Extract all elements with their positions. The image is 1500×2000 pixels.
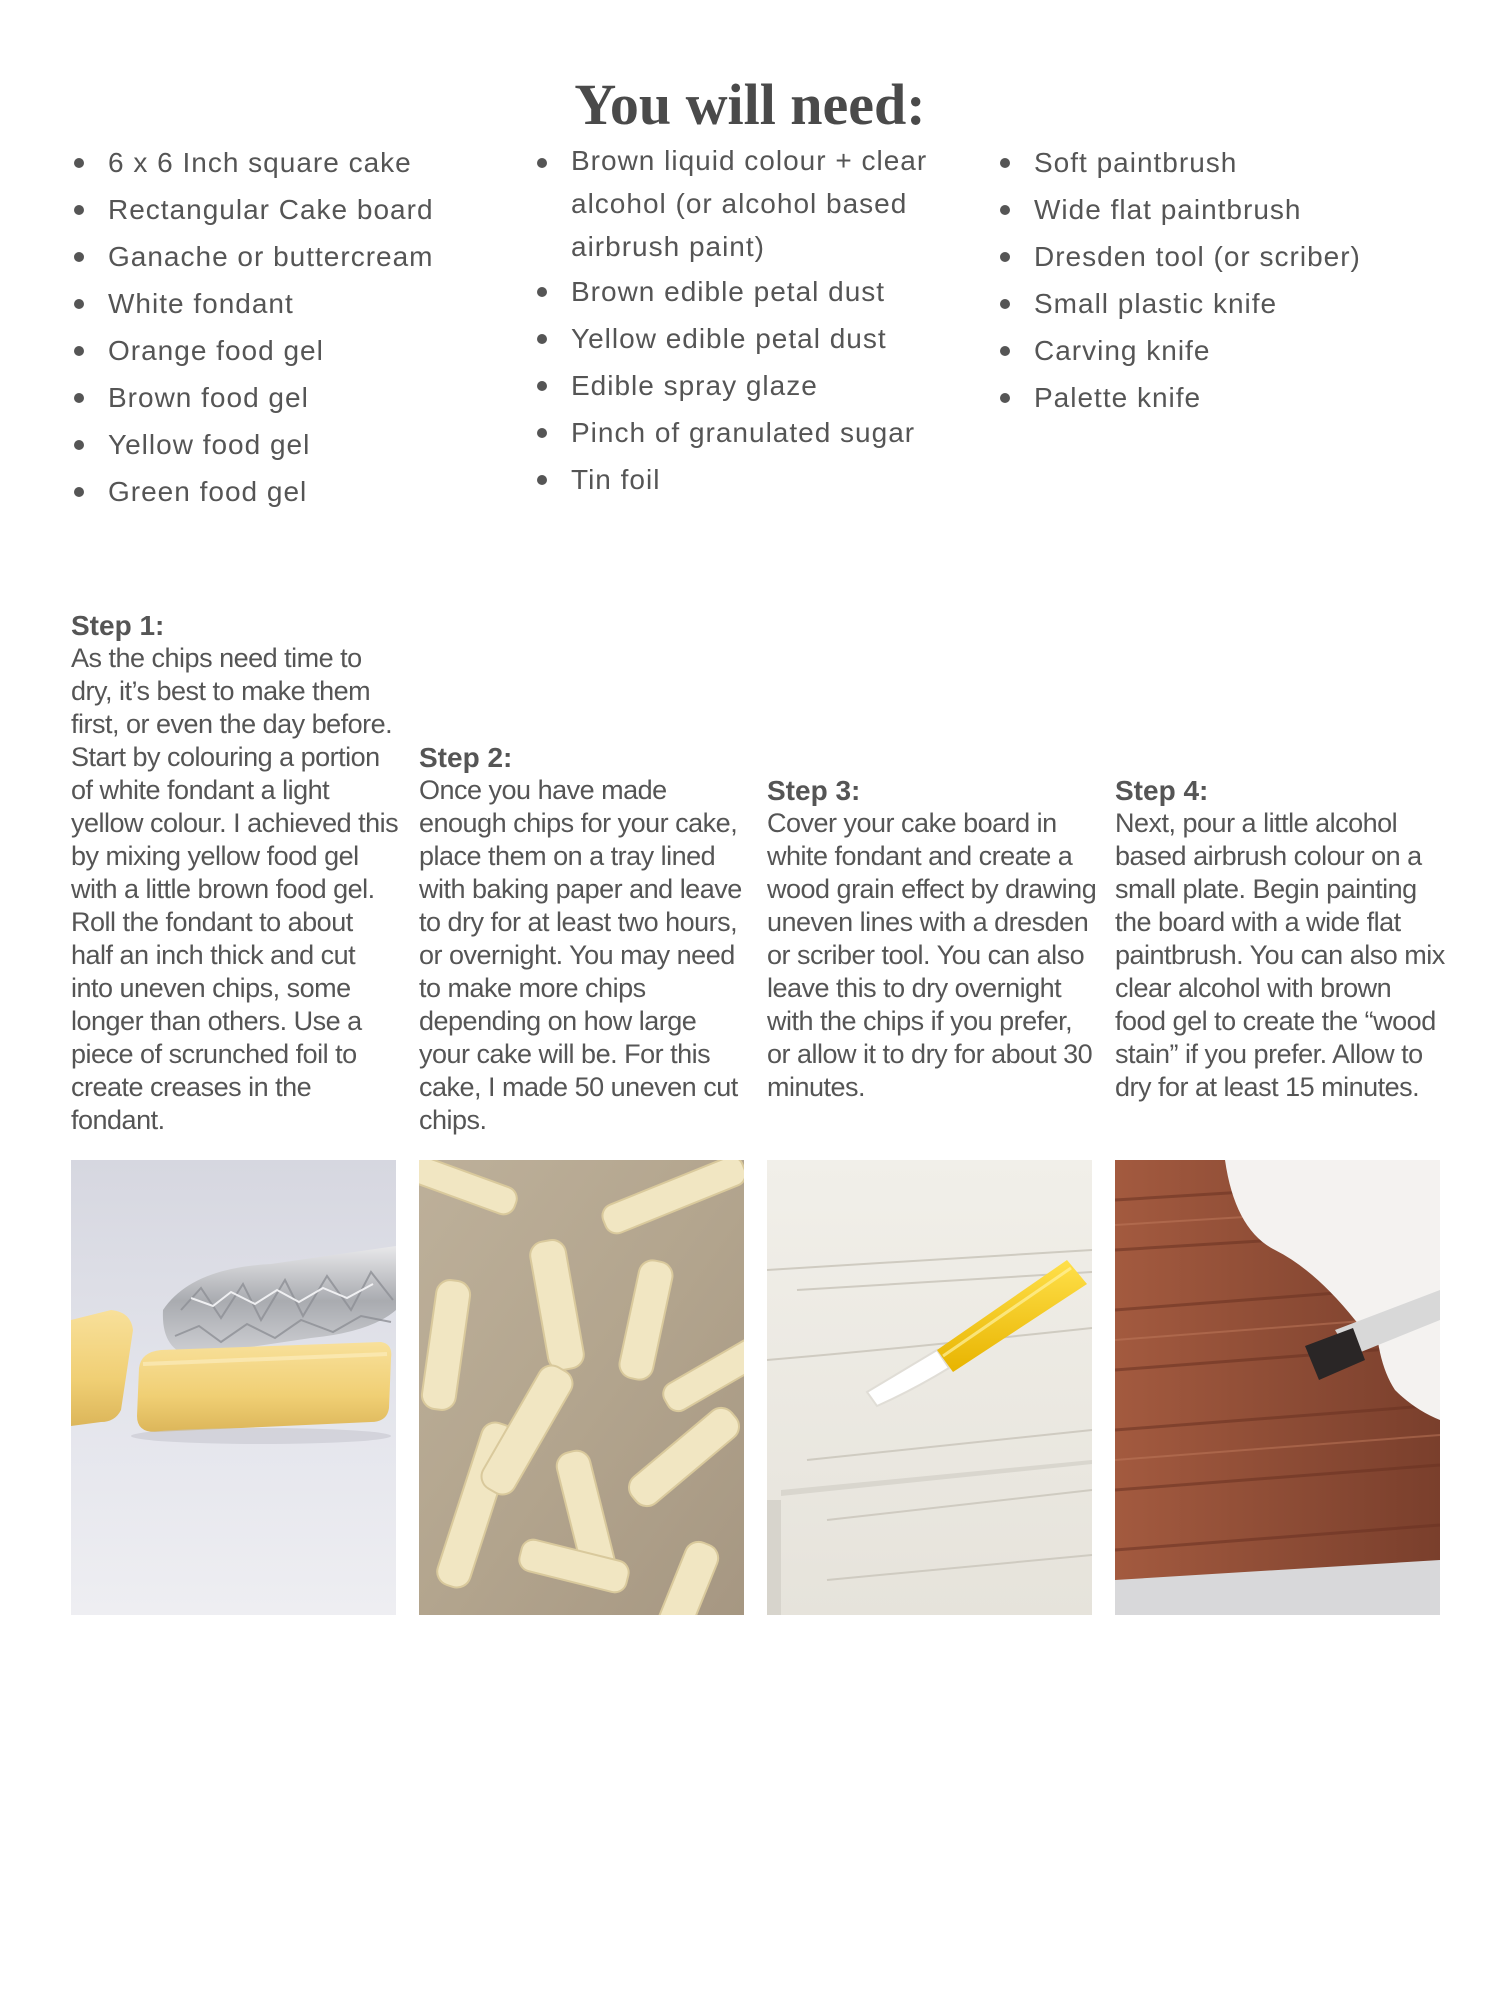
need-item: Yellow food gel: [72, 421, 492, 468]
step-2-photo: [419, 1160, 744, 1615]
needs-list-column-2: [535, 139, 955, 503]
need-item: Orange food gel: [72, 327, 492, 374]
need-item: Carving knife: [998, 327, 1418, 374]
need-item: Soft paintbrush: [998, 139, 1418, 186]
need-item: White fondant: [72, 280, 492, 327]
need-item: Green food gel: [72, 468, 492, 515]
need-item: Ganache or buttercream: [72, 233, 492, 280]
step-1-photo: [71, 1160, 396, 1615]
need-item: Wide flat paintbrush: [998, 186, 1418, 233]
need-item: Brown edible petal dust: [535, 268, 955, 315]
page-title: You will need:: [574, 72, 926, 137]
needs-list-column-1: [72, 139, 492, 515]
need-item: Edible spray glaze: [535, 362, 955, 409]
need-item: Brown liquid colour + clear alcohol (or alcohol based airbrush paint): [535, 139, 955, 268]
need-item: Rectangular Cake board: [72, 186, 492, 233]
need-item: Small plastic knife: [998, 280, 1418, 327]
step-heading: Step 2:: [419, 742, 513, 773]
step-text: As the chips need time to dry, it’s best to make them first, or even the day before. Start by colouring a portion of white fondant a light yellow colour. I achieved this by mixing yellow food gel with a little brown food gel. Roll the fondant to about half an inch thick and cut into uneven chips, some longer than others. Use a piece of scrunched foil to create creases in the fondant.: [71, 643, 399, 1135]
step-text: Cover your cake board in white fondant and create a wood grain effect by drawing uneven lines with a dresden or scriber tool. You can also leave this to dry overnight with the chips if you prefer, or allow it to dry for about 30 minutes.: [767, 808, 1097, 1102]
step-heading: Step 1:: [71, 610, 165, 641]
need-item: Yellow edible petal dust: [535, 315, 955, 362]
step-3-photo: [767, 1160, 1092, 1615]
step-1: [71, 609, 401, 1137]
step-heading: Step 4:: [1115, 775, 1209, 806]
need-item: Palette knife: [998, 374, 1418, 421]
need-item: Tin foil: [535, 456, 955, 503]
need-item: Dresden tool (or scriber): [998, 233, 1418, 280]
step-4: [1115, 774, 1445, 1104]
need-item: 6 x 6 Inch square cake: [72, 139, 492, 186]
step-heading: Step 3:: [767, 775, 861, 806]
step-text: Once you have made enough chips for your cake, place them on a tray lined with baking paper and leave to dry for at least two hours, or overnight. You may need to make more chips depending on how large your cake will be. For this cake, I made 50 uneven cut chips.: [419, 775, 742, 1135]
step-4-photo: [1115, 1160, 1440, 1615]
step-3: [767, 774, 1097, 1104]
need-item: Pinch of granulated sugar: [535, 409, 955, 456]
needs-list-column-3: [998, 139, 1418, 421]
step-2: [419, 741, 749, 1137]
need-item: Brown food gel: [72, 374, 492, 421]
step-text: Next, pour a little alcohol based airbrush colour on a small plate. Begin painting the board with a wide flat paintbrush. You can also mix clear alcohol with brown food gel to create the “wood stain” if you prefer. Allow to dry for at least 15 minutes.: [1115, 808, 1445, 1102]
